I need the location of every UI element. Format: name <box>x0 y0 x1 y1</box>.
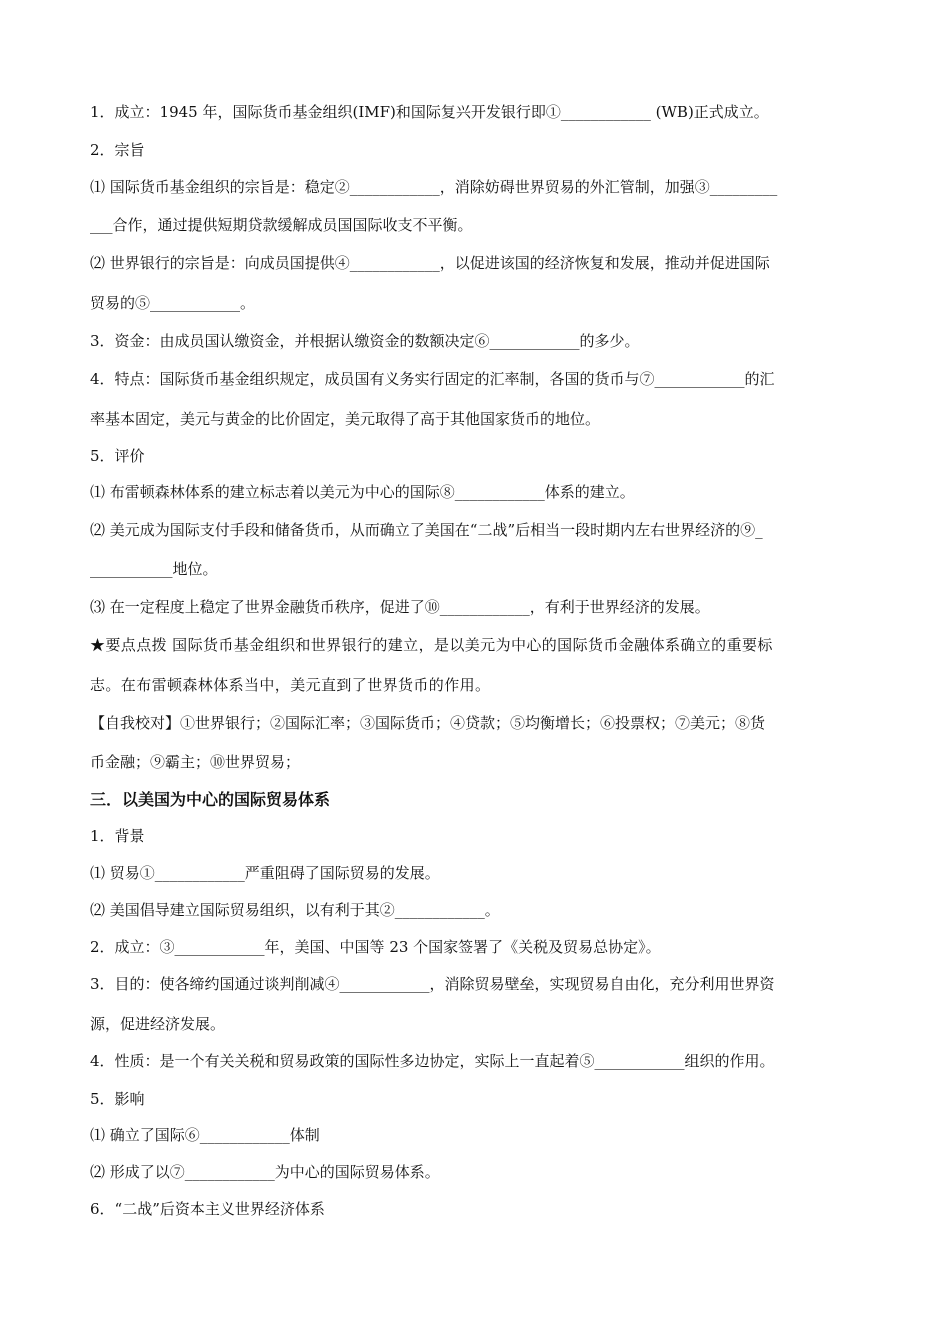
text-line-wb-purpose-cont: 贸易的⑤____________。 <box>90 294 256 312</box>
text-line-influence-title: 5．影响 <box>90 1090 145 1108</box>
text-line-imf-purpose-cont: ___合作，通过提供短期贷款缓解成员国国际收支不平衡。 <box>90 216 473 234</box>
text-line-evaluation-3: ⑶ 在一定程度上稳定了世界金融货币秩序，促进了⑩____________，有利于世界经济的发展。 <box>90 598 710 616</box>
text-line-wb-purpose: ⑵ 世界银行的宗旨是：向成员国提供④____________，以促进该国的经济恢复和发展，推动并促进国际 <box>90 254 770 272</box>
text-line-gatt-founding: 2．成立：③____________年，美国、中国等 23 个国家签署了《关税及贸易总协定》。 <box>90 938 661 956</box>
text-line-evaluation-1: ⑴ 布雷顿森林体系的建立标志着以美元为中心的国际⑧____________体系的建立。 <box>90 483 635 501</box>
key-point-tip-cont: 志。在布雷顿森林体系当中，美元直到了世界货币的作用。 <box>90 676 491 694</box>
text-line-gatt-nature: 4．性质：是一个有关关税和贸易政策的国际性多边协定，实际上一直起着⑤____________组织的作用。 <box>90 1052 775 1070</box>
text-line-background-2: ⑵ 美国倡导建立国际贸易组织，以有利于其②____________。 <box>90 901 500 919</box>
text-line-features: 4．特点：国际货币基金组织规定，成员国有义务实行固定的汇率制，各国的货币与⑦____________的汇 <box>90 370 775 388</box>
self-check-answers-cont: 币金融；⑨霸主；⑩世界贸易； <box>90 753 301 771</box>
text-line-funding: 3．资金：由成员国认缴资金，并根据认缴资金的数额决定⑥____________的多少。 <box>90 332 640 350</box>
text-line-influence-2: ⑵ 形成了以⑦____________为中心的国际贸易体系。 <box>90 1163 440 1181</box>
text-line-evaluation-title: 5．评价 <box>90 447 145 465</box>
text-line-influence-1: ⑴ 确立了国际⑥____________体制 <box>90 1126 320 1144</box>
section-heading: 三．以美国为中心的国际贸易体系 <box>90 790 331 809</box>
text-line-gatt-goal-cont: 源，促进经济发展。 <box>90 1015 226 1033</box>
text-line-evaluation-2-cont: ___________地位。 <box>90 560 218 578</box>
self-check-answers: 【自我校对】①世界银行；②国际汇率；③国际货币；④贷款；⑤均衡增长；⑥投票权；⑦美元；⑧货 <box>90 714 766 732</box>
text-line-gatt-goal: 3．目的：使各缔约国通过谈判削减④____________，消除贸易壁垒，实现贸易自由化，充分利用世界资 <box>90 975 775 993</box>
text-line-founding: 1．成立：1945 年，国际货币基金组织(IMF)和国际复兴开发银行即①____________ (WB)正式成立。 <box>90 103 769 121</box>
text-line-background-1: ⑴ 贸易①____________严重阻碍了国际贸易的发展。 <box>90 864 440 882</box>
text-line-purpose-title: 2．宗旨 <box>90 141 145 159</box>
text-line-features-cont: 率基本固定，美元与黄金的比价固定，美元取得了高于其他国家货币的地位。 <box>90 410 601 428</box>
text-line-imf-purpose: ⑴ 国际货币基金组织的宗旨是：稳定②____________，消除妨碍世界贸易的外汇管制，加强③_________ <box>90 178 778 196</box>
key-point-tip: ★要点点拨 国际货币基金组织和世界银行的建立，是以美元为中心的国际货币金融体系确立的重要标 <box>90 636 773 654</box>
text-line-evaluation-2: ⑵ 美元成为国际支付手段和储备货币，从而确立了美国在“二战”后相当一段时期内左右世界经济的⑨_ <box>90 521 763 539</box>
text-line-background-title: 1．背景 <box>90 827 145 845</box>
text-line-postwar-system: 6．“二战”后资本主义世界经济体系 <box>90 1200 325 1218</box>
